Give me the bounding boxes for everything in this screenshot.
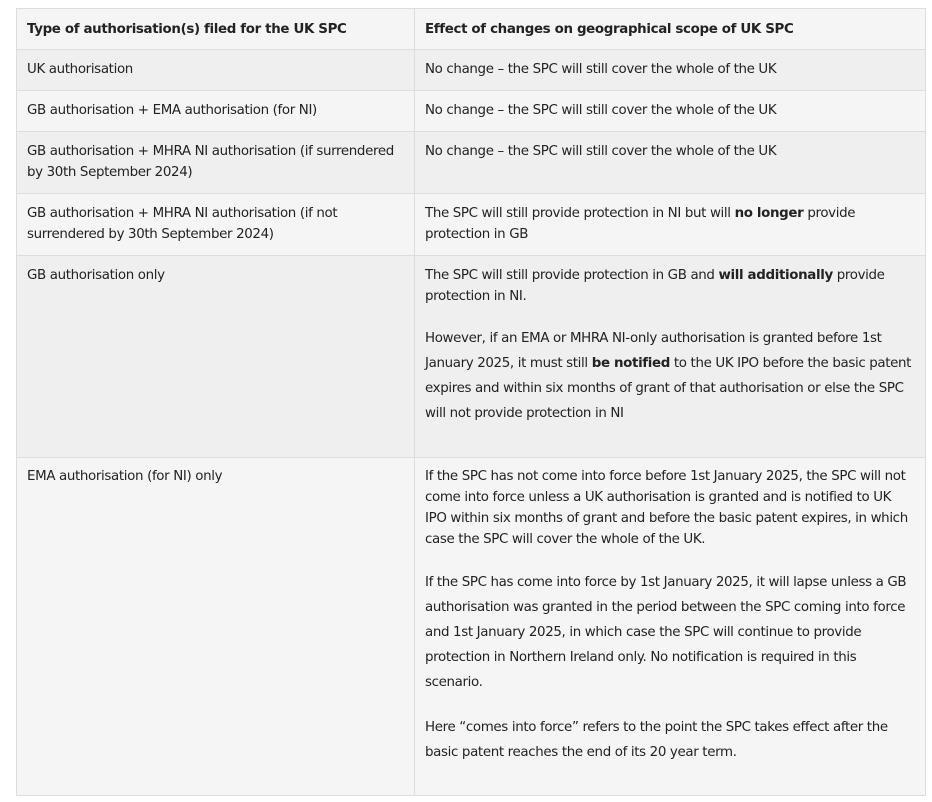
- effect-cell: [415, 194, 926, 256]
- effect-text: No change – the SPC will still cover the whole of the UK: [425, 103, 777, 118]
- table-row: [17, 50, 926, 91]
- effect-text: No change – the SPC will still cover the whole of the UK: [425, 144, 777, 159]
- effect-paragraph: [425, 203, 915, 245]
- effect-text: The SPC will still provide protection in GB and: [425, 268, 719, 283]
- authorisation-type-cell: GB authorisation + MHRA NI authorisation (if not surrendered by 30th September 2024): [17, 194, 415, 256]
- effect-text: No change – the SPC will still cover the whole of the UK: [425, 62, 777, 77]
- authorisation-type-cell: GB authorisation only: [17, 256, 415, 458]
- effect-emphasis: no longer: [734, 206, 804, 221]
- table-header-row: [17, 9, 926, 50]
- table-row: [17, 458, 926, 796]
- authorisation-type-cell: UK authorisation: [17, 50, 415, 91]
- header-geographical-effect: Effect of changes on geographical scope of UK SPC: [415, 9, 926, 50]
- effect-text: provide protection in NI.: [425, 268, 885, 304]
- effect-text: If the SPC has not come into force before 1st January 2025, the SPC will not come into force unless a UK authorisation is granted and is notified to UK IPO within six months of grant and before the basic patent expires, in which case the SPC will cover the whole of the UK.: [425, 469, 908, 547]
- effect-text: provide protection in GB: [425, 206, 856, 242]
- table-row: [17, 91, 926, 132]
- effect-text: If the SPC has come into force by 1st January 2025, it will lapse unless a GB authorisation was granted in the period between the SPC coming into force and 1st January 2025, in which case the SPC will continue to provide protection in Northern Ireland only. No notification is required in this scenario.: [425, 575, 907, 690]
- effect-paragraph: [425, 466, 915, 550]
- table-row: [17, 256, 926, 458]
- effect-emphasis: will additionally: [718, 268, 833, 283]
- authorisation-type-cell: GB authorisation + EMA authorisation (for NI): [17, 91, 415, 132]
- effect-cell: [415, 256, 926, 458]
- effect-paragraph: [425, 715, 915, 765]
- effect-cell: [415, 91, 926, 132]
- effect-text: The SPC will still provide protection in NI but will: [425, 206, 735, 221]
- effect-paragraph: [425, 100, 915, 121]
- effect-text: to the UK IPO before the basic patent expires and within six months of grant of that authorisation or else the SPC will not provide protection in NI: [425, 356, 912, 421]
- header-authorisation-type: Type of authorisation(s) filed for the UK SPC: [17, 9, 415, 50]
- effect-text: However, if an EMA or MHRA NI-only authorisation is granted before 1st January 2025, it must still: [425, 331, 882, 371]
- table-row: [17, 194, 926, 256]
- authorisation-type-cell: GB authorisation + MHRA NI authorisation (if surrendered by 30th September 2024): [17, 132, 415, 194]
- table-row: [17, 132, 926, 194]
- effect-cell: [415, 50, 926, 91]
- effect-paragraph: [425, 265, 915, 307]
- authorisation-type-cell: EMA authorisation (for NI) only: [17, 458, 415, 796]
- effect-cell: [415, 132, 926, 194]
- spc-scope-table: [16, 8, 926, 796]
- effect-paragraph: [425, 59, 915, 80]
- effect-text: Here “comes into force” refers to the point the SPC takes effect after the basic patent reaches the end of its 20 year term.: [425, 720, 888, 760]
- effect-paragraph: [425, 326, 915, 426]
- spc-scope-table-container: [16, 8, 925, 796]
- effect-cell: [415, 458, 926, 796]
- effect-paragraph: [425, 570, 915, 695]
- effect-emphasis: be notified: [591, 356, 670, 371]
- effect-paragraph: [425, 141, 915, 162]
